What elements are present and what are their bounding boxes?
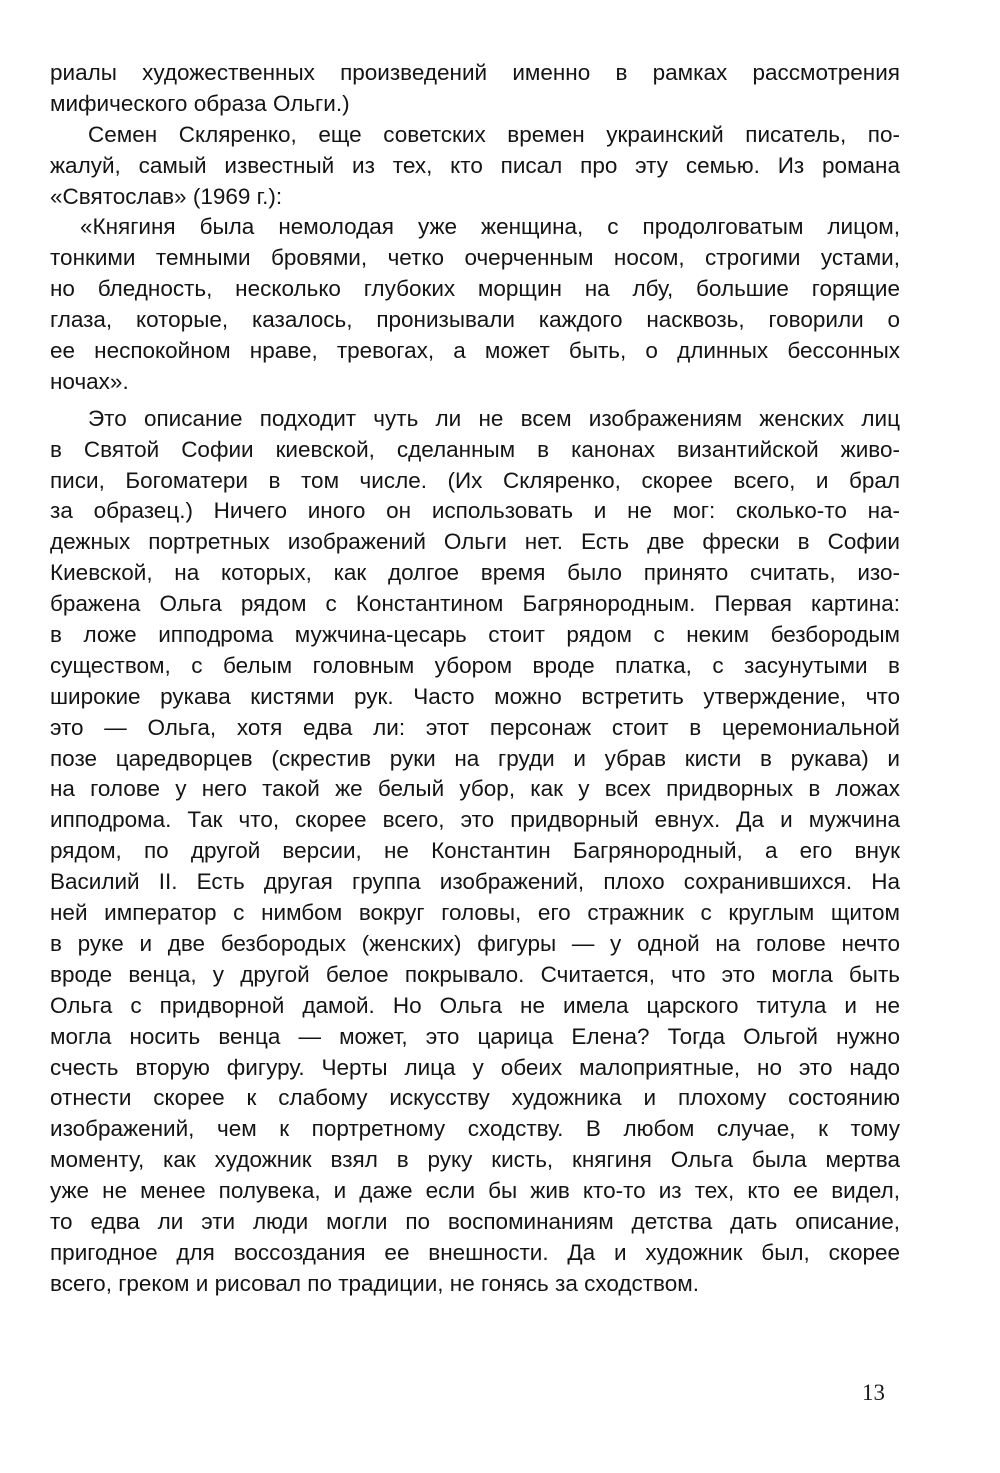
text-line: то едва ли эти люди могли по воспоминаниям детства дать описание, <box>50 1208 900 1234</box>
page-number: 13 <box>862 1380 885 1405</box>
text-line: «Святослав» (1969 г.): <box>50 183 283 209</box>
text-line: в руке и две безбородых (женских) фигуры — у одной на голове нечто <box>50 930 900 956</box>
quote-line: но бледность, несколько глубоких морщин на лбу, большие горящие <box>50 276 900 302</box>
text-line: бражена Ольга рядом с Константином Багрянородным. Первая картина: <box>50 591 900 617</box>
quote-line: тонкими темными бровями, четко очерченным носом, строгими устами, <box>50 245 900 271</box>
text-line: на голове у него такой же белый убор, как у всех придворных в ложах <box>50 776 900 802</box>
text-line: ней император с нимбом вокруг головы, его стражник с круглым щитом <box>50 900 900 926</box>
text-line: риалы художественных произведений именно в рамках рассмотрения <box>50 60 900 85</box>
text-line: всего, греком и рисовал по традиции, не гонясь за сходством. <box>50 1270 699 1296</box>
text-line: изображений, чем к портретному сходству. В любом случае, к тому <box>50 1116 900 1142</box>
text-line: широкие рукава кистями рук. Часто можно встретить утверждение, что <box>50 683 900 709</box>
text-line: пригодное для воссоздания ее внешности. Да и художник был, скорее <box>50 1239 900 1265</box>
text-line: позе царедворцев (скрестив руки на груди и убрав кисти в рукава) и <box>50 745 900 771</box>
text-line: жалуй, самый известный из тех, кто писал про эту семью. Из романа <box>50 152 900 178</box>
quote-line: ее неспокойном нраве, тревогах, а может быть, о длинных бессонных <box>50 338 900 364</box>
text-line: отнести скорее к слабому искусству художника и плохому состоянию <box>50 1085 900 1111</box>
text-line: могла носить венца — может, это царица Елена? Тогда Ольгой нужно <box>50 1023 900 1049</box>
text-line: рядом, по другой версии, не Константин Багрянородный, а его внук <box>50 838 900 864</box>
text-line: существом, с белым головным убором вроде платка, с засунутыми в <box>50 652 900 678</box>
text-line: уже не менее полувека, и даже если бы жив кто-то из тех, кто ее видел, <box>50 1178 900 1204</box>
text-line: за образец.) Ничего иного он использовать и не мог: сколько-то на- <box>50 498 900 524</box>
text-line: Василий II. Есть другая группа изображений, плохо сохранившихся. На <box>50 869 900 895</box>
quote-line: ночах». <box>50 368 129 394</box>
paragraph-start-line: Это описание подходит чуть ли не всем изображениям женских лиц <box>88 405 900 431</box>
text-line: вроде венца, у другой белое покрывало. Считается, что это могла быть <box>50 961 900 987</box>
text-line: счесть вторую фигуру. Черты лица у обеих малоприятные, но это надо <box>50 1054 900 1080</box>
text-line: мифического образа Ольги.) <box>50 90 350 116</box>
quote-line: глаза, которые, казалось, пронизывали каждого насквозь, говорили о <box>50 307 900 333</box>
text-line: дежных портретных изображений Ольги нет. Есть две фрески в Софии <box>50 529 900 555</box>
text-line: моменту, как художник взял в руку кисть, княгиня Ольга была мертва <box>50 1147 900 1173</box>
text-line: Киевской, на которых, как долгое время было принято считать, изо- <box>50 560 900 586</box>
text-line: ипподрома. Так что, скорее всего, это придворный евнух. Да и мужчина <box>50 807 900 833</box>
quote-start-line: «Княгиня была немолодая уже женщина, с продолговатым лицом, <box>80 214 900 240</box>
text-line: в ложе ипподрома мужчина-цесарь стоит рядом с неким безбородым <box>50 622 900 648</box>
paragraph-start-line: Семен Скляренко, еще советских времен украинский писатель, по- <box>88 121 900 147</box>
text-line: писи, Богоматери в том числе. (Их Скляренко, скорее всего, и брал <box>50 467 900 493</box>
text-line: Ольга с придворной дамой. Но Ольга не имела царского титула и не <box>50 992 900 1018</box>
body-text <box>50 58 900 1300</box>
text-line: это — Ольга, хотя едва ли: этот персонаж стоит в церемониальной <box>50 714 900 740</box>
text-line: в Святой Софии киевской, сделанным в канонах византийской живо- <box>50 436 900 462</box>
